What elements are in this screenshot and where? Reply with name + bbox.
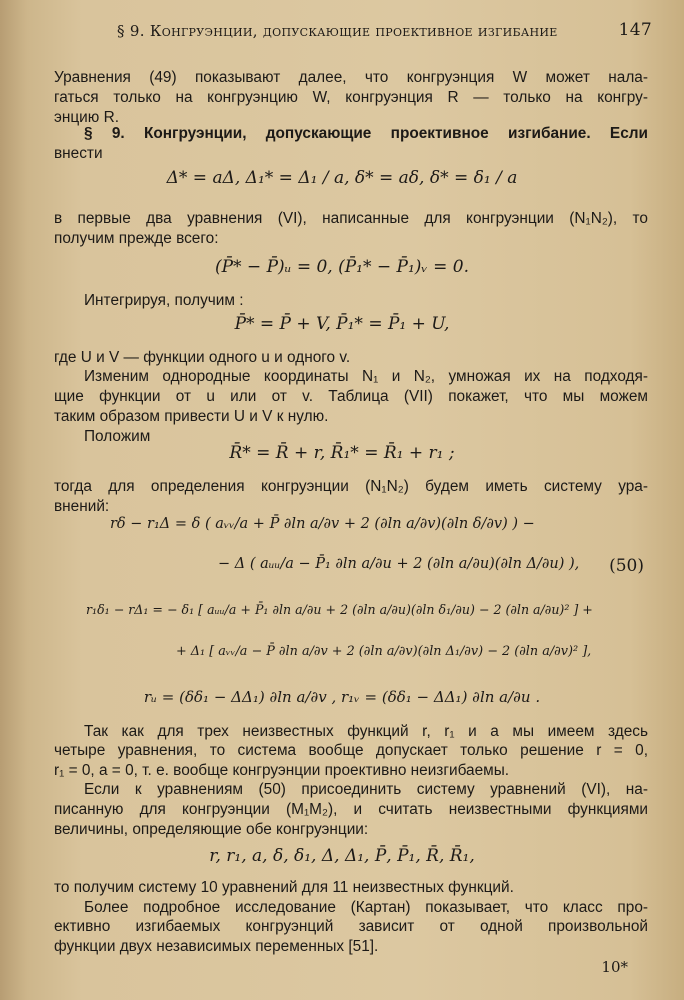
text-line: где U и V — функции одного u и одного v. [54, 349, 351, 366]
text-line: ективно изгибаемых конгруэнций зависит от одной произвольной [54, 918, 648, 935]
text-line: Изменим однородные координаты N₁ и N₂, умножая их на подходя- [84, 368, 648, 385]
text-line: щие функции от u или от v. Таблица (VII) покажет, что мы можем [54, 388, 648, 405]
system-line-4: + Δ₁ [ aᵥᵥ/a − P̄ ∂ln a/∂v + 2 (∂ln a/∂v)(∂ln Δ₁/∂v) − 2 (∂ln a/∂v)² ], [176, 644, 592, 659]
text-line: r₁ = 0, a = 0, т. е. вообще конгруэнции проективно неизгибаемы. [54, 762, 510, 779]
text-line: то получим систему 10 уравнений для 11 неизвестных функций. [54, 879, 514, 896]
system-line-1: rδ − r₁Δ = δ ( aᵥᵥ/a + P̄ ∂ln a/∂v + 2 (∂ln a/∂v)(∂ln δ/∂v) ) − [110, 516, 535, 532]
text-line: Более подробное исследование (Картан) показывает, что класс про- [84, 899, 648, 916]
section-heading: § 9. Конгруэнции, допускающие проективное изгибание. Если [84, 125, 648, 142]
derivative-equation: (P̄* − P̄)ᵤ = 0, (P̄₁* − P̄₁)ᵥ = 0. [214, 257, 470, 277]
text-line: Если к уравнениям (50) присоединить систему уравнений (VI), на- [84, 781, 648, 798]
text-line: Интегрируя, получим : [84, 292, 244, 309]
text-line: тогда для определения конгруэнции (N₁N₂) будем иметь систему ура- [54, 478, 648, 495]
integral-equation: P̄* = P̄ + V, P̄₁* = P̄₁ + U, [234, 314, 450, 334]
page-number: 147 [618, 20, 652, 40]
system-line-5: rᵤ = (δδ₁ − ΔΔ₁) ∂ln a/∂v , r₁ᵥ = (δδ₁ − ΔΔ₁) ∂ln a/∂u . [143, 688, 541, 706]
text-line: величины, определяющие обе конгруэнции: [54, 821, 369, 838]
text-line: получим прежде всего: [54, 230, 219, 247]
running-header [117, 20, 652, 42]
text-line: в первые два уравнения (VI), написанные для конгруэнции (N₁N₂), то [54, 210, 648, 227]
printer-signature: 10* [601, 958, 628, 976]
text-line: Уравнения (49) показывают далее, что конгруэнция W может нала- [54, 69, 648, 86]
text-line: писанную для конгруэнции (M₁M₂), и считать неизвестными функциями [54, 801, 648, 818]
substitution-equation: Δ* = aΔ, Δ₁* = Δ₁ / a, δ* = aδ, δ* = δ₁ / a [166, 168, 518, 188]
text-line: таким образом привести U и V к нулю. [54, 408, 329, 425]
text-line: внений: [54, 498, 110, 515]
text-line: Так как для трех неизвестных функций r, r₁ и a мы имеем здесь [84, 723, 648, 740]
text-line: энцию R. [54, 109, 119, 126]
text-line: функции двух независимых переменных [51]. [54, 938, 379, 955]
unknowns-list: r, r₁, a, δ, δ₁, Δ, Δ₁, P̄, P̄₁, R̄, R̄₁, [209, 846, 475, 866]
header-title: § 9. Конгруэнции, допускающие проективное изгибание [117, 22, 558, 40]
text-line: четыре уравнения, то система вообще допускает только решение r = 0, [54, 742, 648, 759]
text-line: внести [54, 145, 103, 162]
text-line: Положим [84, 428, 151, 445]
system-line-3: r₁δ₁ − rΔ₁ = − δ₁ [ aᵤᵤ/a + P̄₁ ∂ln a/∂u + 2 (∂ln a/∂u)(∂ln δ₁/∂u) − 2 (∂ln a/∂u)² ] + [86, 602, 593, 617]
text-line: гаться только на конгруэнцию W, конгруэнция R — только на конгру- [54, 89, 648, 106]
substitution-equation-r: R̄* = R̄ + r, R̄₁* = R̄₁ + r₁ ; [229, 443, 455, 463]
system-line-2: − Δ ( aᵤᵤ/a − P̄₁ ∂ln a/∂u + 2 (∂ln a/∂u)(∂ln Δ/∂u) ), [218, 556, 580, 572]
equation-number: (50) [609, 556, 644, 576]
